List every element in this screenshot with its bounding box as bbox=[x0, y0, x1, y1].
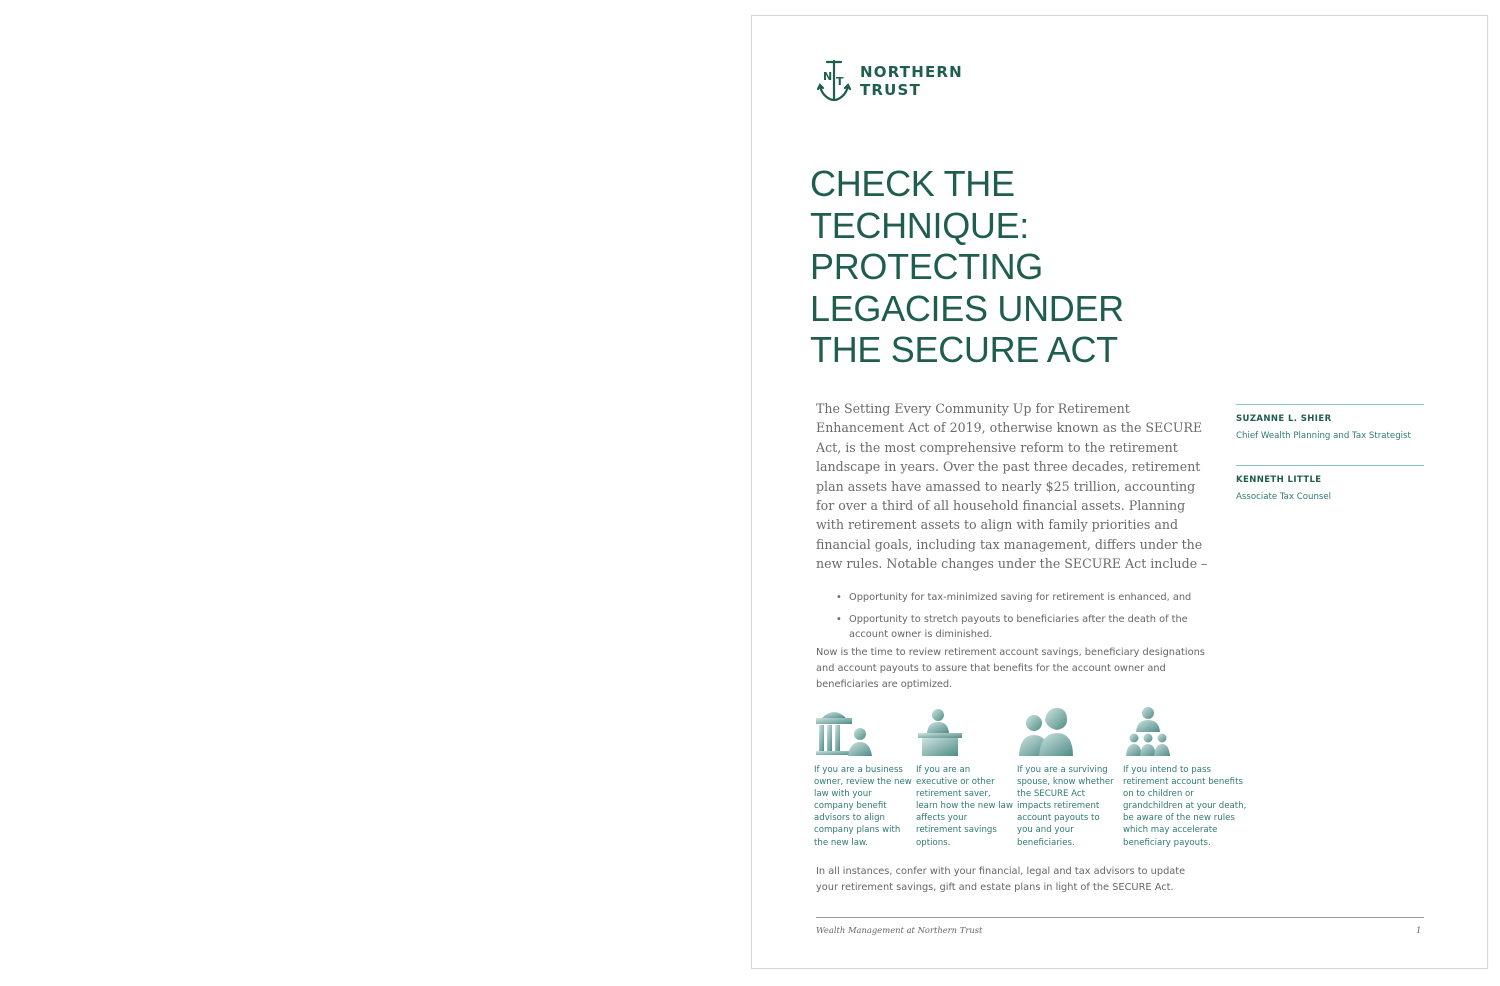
logo-line-2: TRUST bbox=[860, 81, 921, 99]
svg-text:N: N bbox=[823, 70, 833, 83]
author-entry bbox=[1236, 465, 1424, 518]
footer-label: Wealth Management at Northern Trust bbox=[816, 925, 983, 935]
svg-text:T: T bbox=[836, 75, 844, 88]
title-line: PROTECTING bbox=[810, 246, 1044, 287]
icon-caption: If you intend to pass retirement account benefits on to children or grandchildren at your death, be aware of the new rules which may accelerate beneficiary payouts. bbox=[1123, 765, 1247, 848]
couple-icon bbox=[1017, 706, 1079, 758]
intro-paragraph: The Setting Every Community Up for Retirement Enhancement Act of 2019, otherwise known as the SECURE Act, is the most comprehensive reform to the retirement landscape in years. Over the past three decades, retirement plan assets have amassed to nearly $25 trillion, accounting for over a third of all household financial assets. Planning with retirement assets to align with family priorities and financial goals, including tax management, differs under the new rules. Notable changes under the SECURE Act include – bbox=[816, 401, 1208, 572]
bullet-item bbox=[836, 590, 1196, 606]
title-line: CHECK THE bbox=[810, 163, 1015, 204]
document-page bbox=[751, 15, 1488, 969]
bullet-mark: • bbox=[836, 592, 842, 603]
title-line: THE SECURE ACT bbox=[810, 329, 1118, 370]
author-role: Chief Wealth Planning and Tax Strategist bbox=[1236, 431, 1411, 441]
review-paragraph: Now is the time to review retirement account savings, beneficiary designations and account payouts to assure that benefits for the account owner and beneficiaries are optimized. bbox=[816, 647, 1205, 690]
footer-divider bbox=[816, 917, 1424, 918]
bullet-list bbox=[836, 590, 1196, 649]
audience-executive bbox=[916, 706, 1014, 849]
icon-caption: If you are a surviving spouse, know whether the SECURE Act impacts retirement account payouts to you and your beneficiaries. bbox=[1017, 765, 1114, 848]
authors-block bbox=[1236, 404, 1424, 526]
audience-heirs bbox=[1123, 706, 1247, 849]
family-icon bbox=[1123, 706, 1185, 758]
bullet-text: Opportunity to stretch payouts to beneficiaries after the death of the account owner is diminished. bbox=[849, 613, 1188, 640]
audience-surviving-spouse bbox=[1017, 706, 1115, 849]
bullet-item bbox=[836, 612, 1196, 643]
logo-wordmark bbox=[860, 63, 963, 99]
author-entry bbox=[1236, 404, 1424, 457]
bullet-text: Opportunity for tax-minimized saving for retirement is enhanced, and bbox=[849, 592, 1192, 603]
audience-icons-row bbox=[814, 706, 1254, 856]
business-building-icon bbox=[814, 706, 876, 758]
northern-trust-logo bbox=[816, 58, 963, 104]
audience-business-owner bbox=[814, 706, 912, 849]
executive-desk-icon bbox=[916, 706, 978, 758]
anchor-icon bbox=[816, 58, 852, 104]
bullet-mark: • bbox=[836, 613, 842, 625]
author-name: KENNETH LITTLE bbox=[1236, 475, 1322, 485]
closing-paragraph: In all instances, confer with your financial, legal and tax advisors to update your retirement savings, gift and estate plans in light of the SECURE Act. bbox=[816, 866, 1186, 893]
title-line: TECHNIQUE: bbox=[810, 204, 1030, 246]
author-role: Associate Tax Counsel bbox=[1236, 492, 1332, 502]
title-line: LEGACIES UNDER bbox=[810, 287, 1124, 329]
page-number: 1 bbox=[1416, 925, 1422, 935]
page-title bbox=[810, 163, 1130, 371]
icon-caption: If you are an executive or other retirement saver, learn how the new law affects your retirement savings options. bbox=[916, 765, 1013, 848]
logo-line-1: NORTHERN bbox=[860, 63, 963, 81]
author-name: SUZANNE L. SHIER bbox=[1236, 414, 1332, 424]
icon-caption: If you are a business owner, review the new law with your company benefit advisors to align company plans with the new law. bbox=[814, 765, 912, 848]
